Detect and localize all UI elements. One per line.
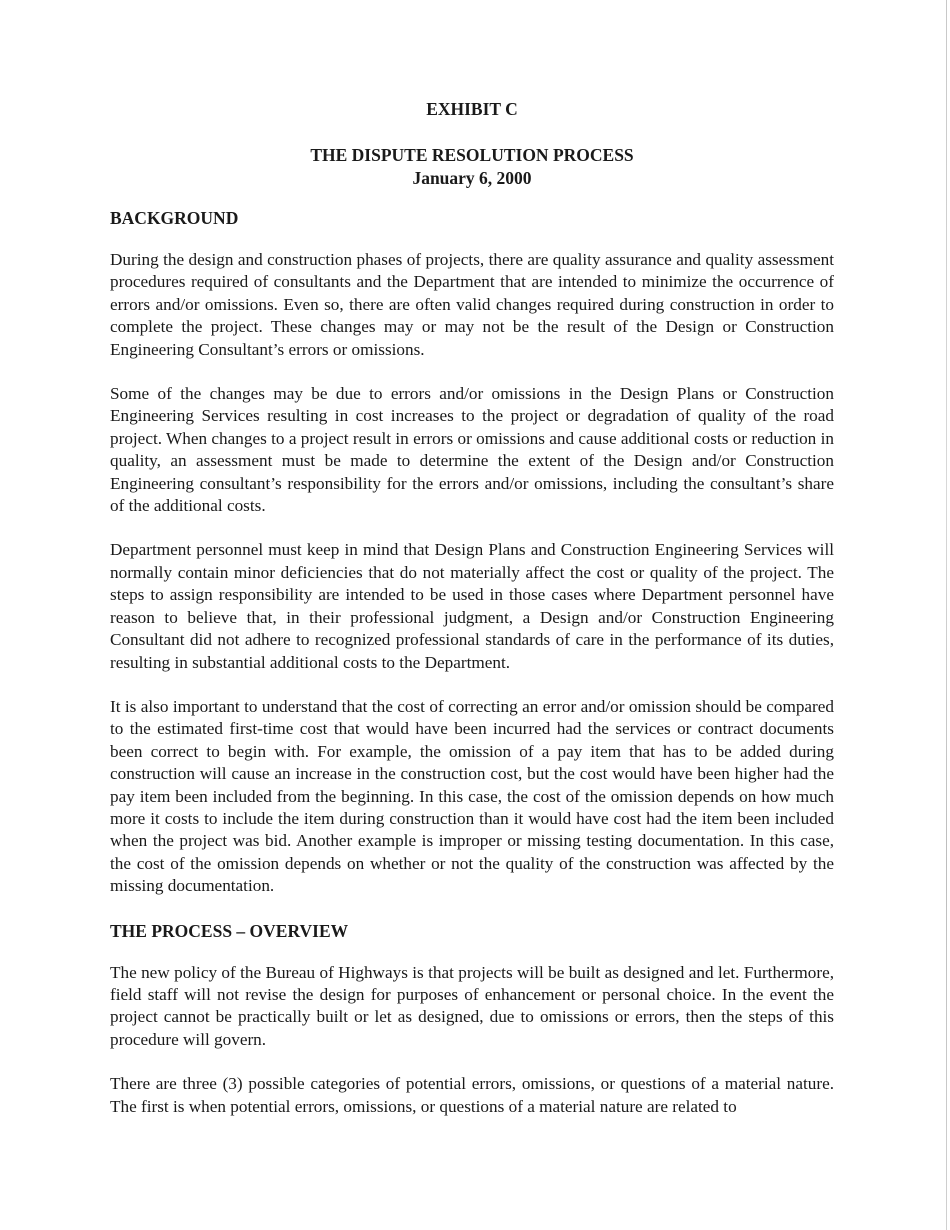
background-paragraph-2: Some of the changes may be due to errors and/or omissions in the Design Plans or Construction Engineering Services resulting in cost increases to the project or degradation of quality of the road project. When changes to a project result in errors or omissions and cause additional costs or reduction in quality, an assessment must be made to determine the extent of the Design and/or Construction Engineering consultant’s responsibility for the errors and/or omissions, including the consultant’s share of the additional costs. <box>110 384 834 516</box>
title-block <box>110 144 834 190</box>
scan-edge-line <box>946 0 947 1230</box>
background-paragraph-4: It is also important to understand that the cost of correcting an error and/or omission should be compared to the estimated first-time cost that would have been incurred had the services or contract documents been correct to begin with. For example, the omission of a pay item that has to be added during construction will cause an increase in the construction cost, but the cost would have been higher had the pay item been included from the beginning. In this case, the cost of the omission depends on how much more it costs to include the item during construction than it would have cost had the item been included when the project was bid. Another example is improper or missing testing documentation. In this case, the cost of the omission depends on whether or not the quality of the construction was affected by the missing documentation. <box>110 696 834 896</box>
background-paragraph-1: During the design and construction phases of projects, there are quality assurance and quality assessment procedures required of consultants and the Department that are intended to minimize the occurrence of errors and/or omissions. Even so, there are often valid changes required during construction in order to complete the project. These changes may or may not be the result of the Design or Construction Engineering Consultant’s errors or omissions. <box>110 250 834 359</box>
section-heading-background: BACKGROUND <box>110 208 239 228</box>
section-process-overview <box>110 920 834 1118</box>
exhibit-label: EXHIBIT C <box>426 99 518 119</box>
background-paragraph-3: Department personnel must keep in mind that Design Plans and Construction Engineering Services will normally contain minor deficiencies that do not materially affect the cost or quality of the project. The steps to assign responsibility are intended to be used in those cases where Department personnel have reason to believe that, in their professional judgment, a Design and/or Construction Engineering Consultant did not adhere to recognized professional standards of care in the performance of its duties, resulting in substantial additional costs to the Department. <box>110 540 834 672</box>
section-background <box>110 207 834 898</box>
overview-paragraph-1: The new policy of the Bureau of Highways is that projects will be built as designed and let. Furthermore, field staff will not revise the design for purposes of enhancement or personal choice. In the event the project cannot be practically built or let as designed, due to omissions or errors, then the steps of this procedure will govern. <box>110 962 834 1049</box>
section-heading-process-overview: THE PROCESS – OVERVIEW <box>110 920 349 941</box>
document-title: THE DISPUTE RESOLUTION PROCESS <box>310 145 634 165</box>
overview-paragraph-2: There are three (3) possible categories of potential errors, omissions, or questions of a material nature. The first is when potential errors, omissions, or questions of a material nature are related to <box>110 1074 834 1116</box>
document-date: January 6, 2000 <box>412 168 532 188</box>
document-page <box>110 98 834 1140</box>
